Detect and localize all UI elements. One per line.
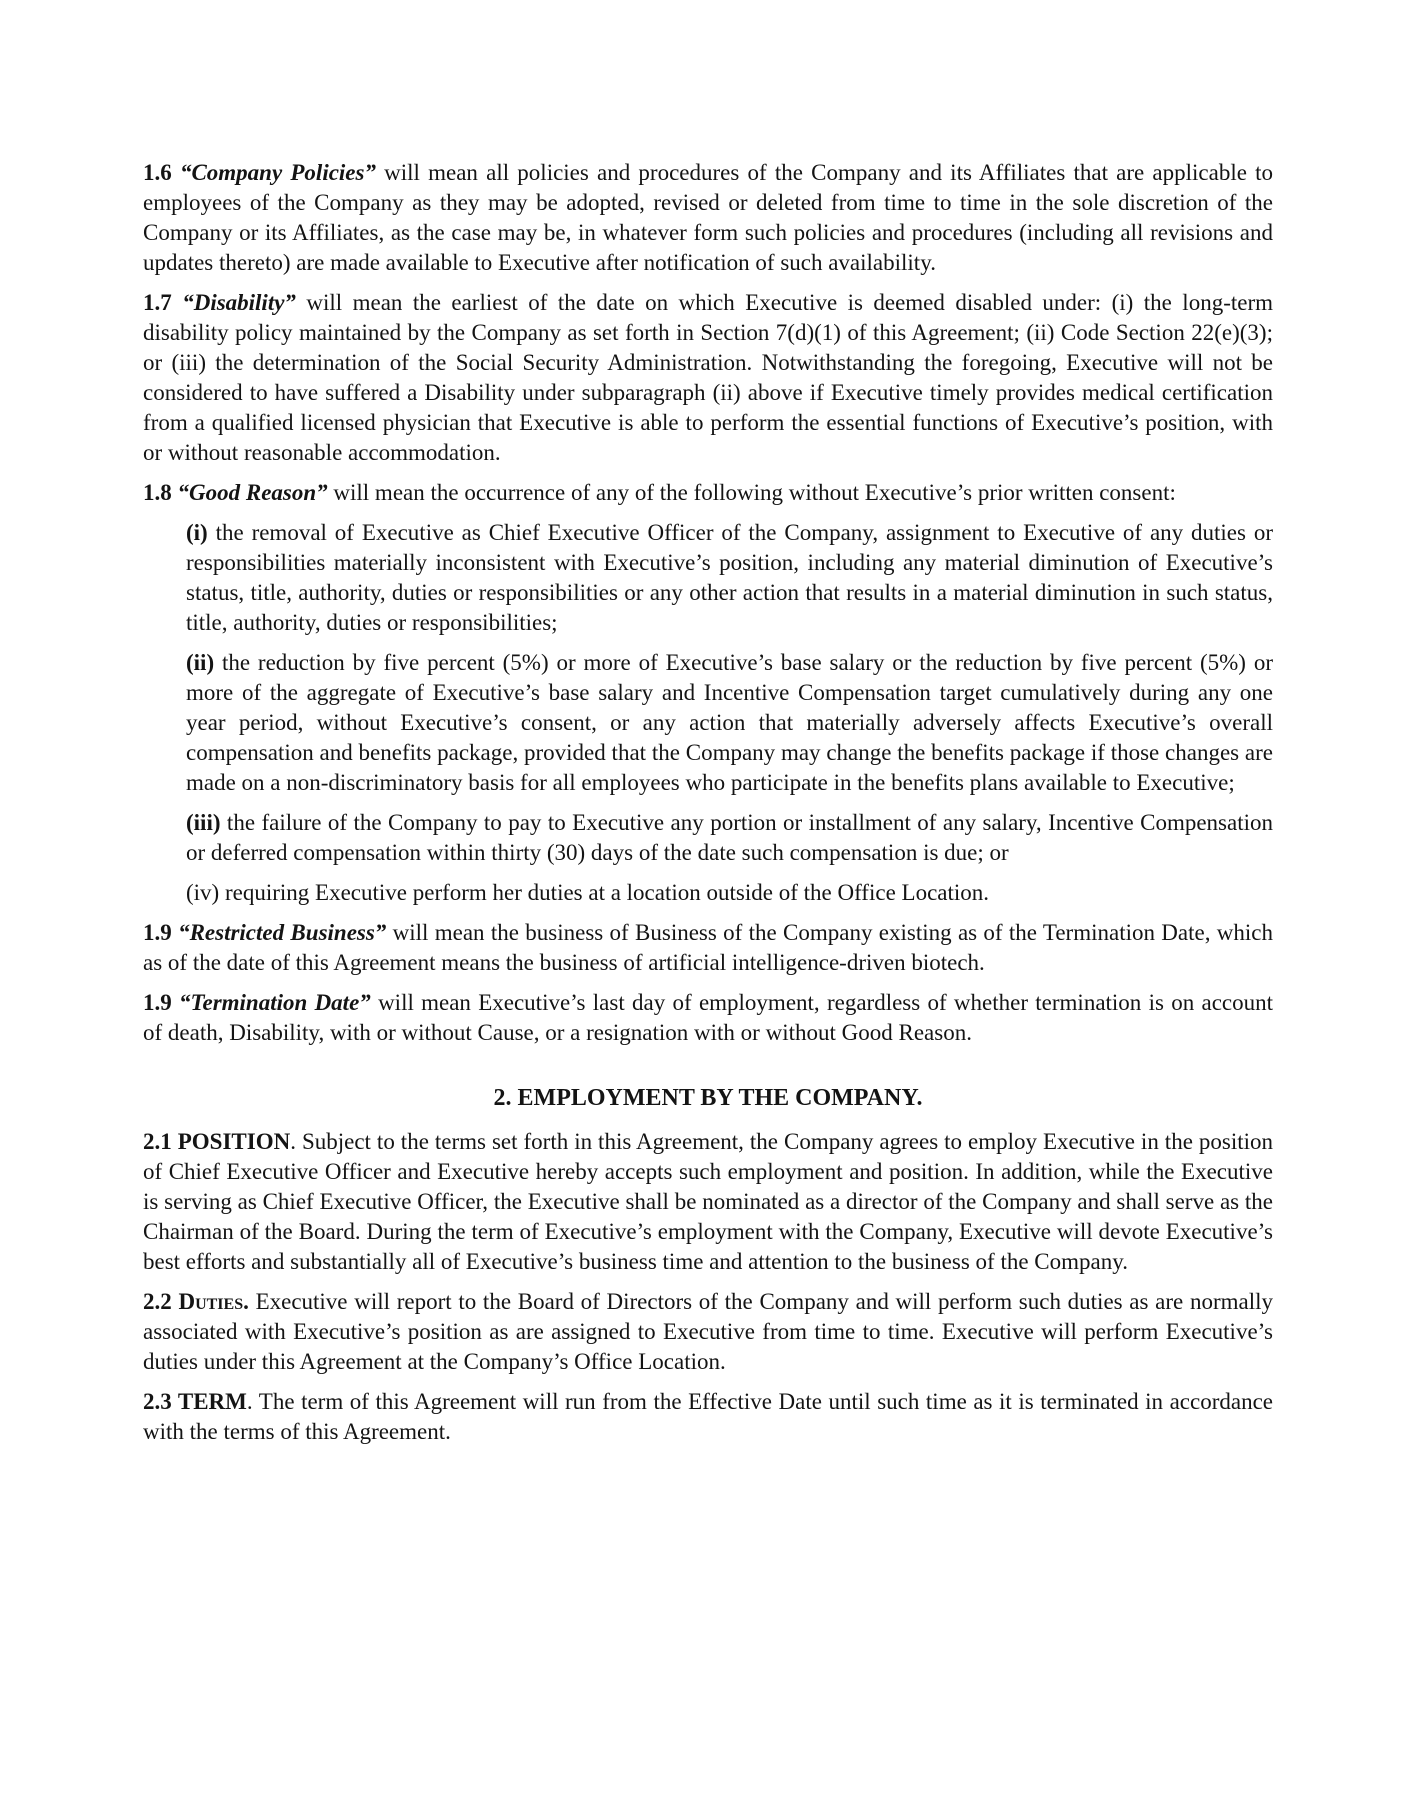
definition-1-9-termination-date bbox=[143, 988, 1273, 1048]
definition-1-8 bbox=[143, 478, 1273, 508]
item-text: the failure of the Company to pay to Executive any portion or installment of any salary, Incentive Compensation or deferred compensation within thirty (30) days of the date such compensation is due; or bbox=[186, 810, 1273, 865]
clause-number: 1.8 bbox=[143, 480, 178, 505]
clause-number: 1.9 bbox=[143, 920, 179, 945]
clause-lead: 2.3 TERM bbox=[143, 1389, 247, 1414]
clause-lead: Duties. bbox=[178, 1289, 249, 1314]
clause-lead: 2.1 POSITION bbox=[143, 1129, 291, 1154]
section-2-heading: 2. EMPLOYMENT BY THE COMPANY. bbox=[493, 1085, 923, 1111]
clause-text: will mean the business of Business of the Company existing as of the Termination Date, which as of the date of this Agreement means the business of artificial intelligence-driven biotech. bbox=[143, 920, 1273, 975]
clause-text: . Subject to the terms set forth in this Agreement, the Company agrees to employ Executive in the position of Chief Executive Officer and Executive hereby accepts such employment and position. In addition, while the Executive is serving as Chief Executive Officer, the Executive shall be nominated as a director of the Company and shall serve as the Chairman of the Board. During the term of Executive’s employment with the Company, Executive will devote Executive’s best efforts and substantially all of Executive’s business time and attention to the business of the Company. bbox=[143, 1129, 1274, 1274]
good-reason-item-iv bbox=[186, 878, 1273, 908]
defined-term: “Restricted Business” bbox=[178, 920, 387, 945]
clause-text: will mean Executive’s last day of employment, regardless of whether termination is on account of death, Disability, with or without Cause, or a resignation with or without Good Reason. bbox=[143, 990, 1274, 1045]
item-marker: (i) bbox=[186, 520, 208, 545]
definition-1-9-restricted-business bbox=[143, 918, 1273, 978]
clause-text: Executive will report to the Board of Directors of the Company and will perform such duties as are normally associated with Executive’s position as are assigned to Executive from time to time. Executive will perform Executive’s duties under this Agreement at the Company’s Office Location. bbox=[143, 1289, 1273, 1374]
clause-text: will mean all policies and procedures of the Company and its Affiliates that are applicable to employees of the Company as they may be adopted, revised or deleted from time to time in the sole discretion of the Company or its Affiliates, as the case may be, in whatever form such policies and procedures (including all revisions and updates thereto) are made available to Executive after notification of such availability. bbox=[143, 160, 1273, 275]
definition-1-6 bbox=[143, 158, 1273, 278]
defined-term: “Good Reason” bbox=[177, 480, 328, 505]
item-marker: (iv) bbox=[186, 880, 220, 905]
defined-term: “Disability” bbox=[182, 290, 296, 315]
clause-number: 1.9 bbox=[143, 990, 180, 1015]
clause-2-3-term bbox=[143, 1387, 1273, 1447]
defined-term: “Company Policies” bbox=[179, 160, 376, 185]
item-marker: (ii) bbox=[186, 650, 215, 675]
clause-2-1-position bbox=[143, 1127, 1273, 1277]
item-text: requiring Executive perform her duties at a location outside of the Office Location. bbox=[219, 880, 990, 905]
good-reason-item-i bbox=[186, 518, 1273, 638]
clause-text: will mean the earliest of the date on which Executive is deemed disabled under: (i) the long-term disability policy maintained by the Company as set forth in Section 7(d)(1) of this Agreement; (ii) Code Section 22(e)(3); or (iii) the determination of the Social Security Administration. Notwithstanding the foregoing, Executive will not be considered to have suffered a Disability under subparagraph (ii) above if Executive timely provides medical certification from a qualified licensed physician that Executive is able to perform the essential functions of Executive’s position, with or without reasonable accommodation. bbox=[143, 290, 1274, 465]
clause-number: 2.2 bbox=[143, 1289, 179, 1314]
item-text: the removal of Executive as Chief Executive Officer of the Company, assignment to Executive of any duties or responsibilities materially inconsistent with Executive’s position, including any material diminution of Executive’s status, title, authority, duties or responsibilities or any other action that results in a material diminution in such status, title, authority, duties or responsibilities; bbox=[186, 520, 1273, 635]
definition-1-7 bbox=[143, 288, 1273, 468]
item-marker: (iii) bbox=[186, 810, 221, 835]
clause-number: 1.7 bbox=[143, 290, 183, 315]
good-reason-item-ii bbox=[186, 648, 1273, 798]
good-reason-item-iii bbox=[186, 808, 1273, 868]
clause-2-2-duties bbox=[143, 1287, 1273, 1377]
defined-term: “Termination Date” bbox=[179, 990, 371, 1015]
clause-text: . The term of this Agreement will run from the Effective Date until such time as it is terminated in accordance with the terms of this Agreement. bbox=[143, 1389, 1273, 1444]
clause-text: will mean the occurrence of any of the following without Executive’s prior written consent: bbox=[327, 480, 1176, 505]
clause-number: 1.6 bbox=[143, 160, 180, 185]
item-text: the reduction by five percent (5%) or more of Executive’s base salary or the reduction by five percent (5%) or more of the aggregate of Executive’s base salary and Incentive Compensation target cumulatively during any one year period, without Executive’s consent, or any action that materially adversely affects Executive’s overall compensation and benefits package, provided that the Company may change the benefits package if those changes are made on a non-discriminatory basis for all employees who participate in the benefits plans available to Executive; bbox=[186, 650, 1273, 795]
